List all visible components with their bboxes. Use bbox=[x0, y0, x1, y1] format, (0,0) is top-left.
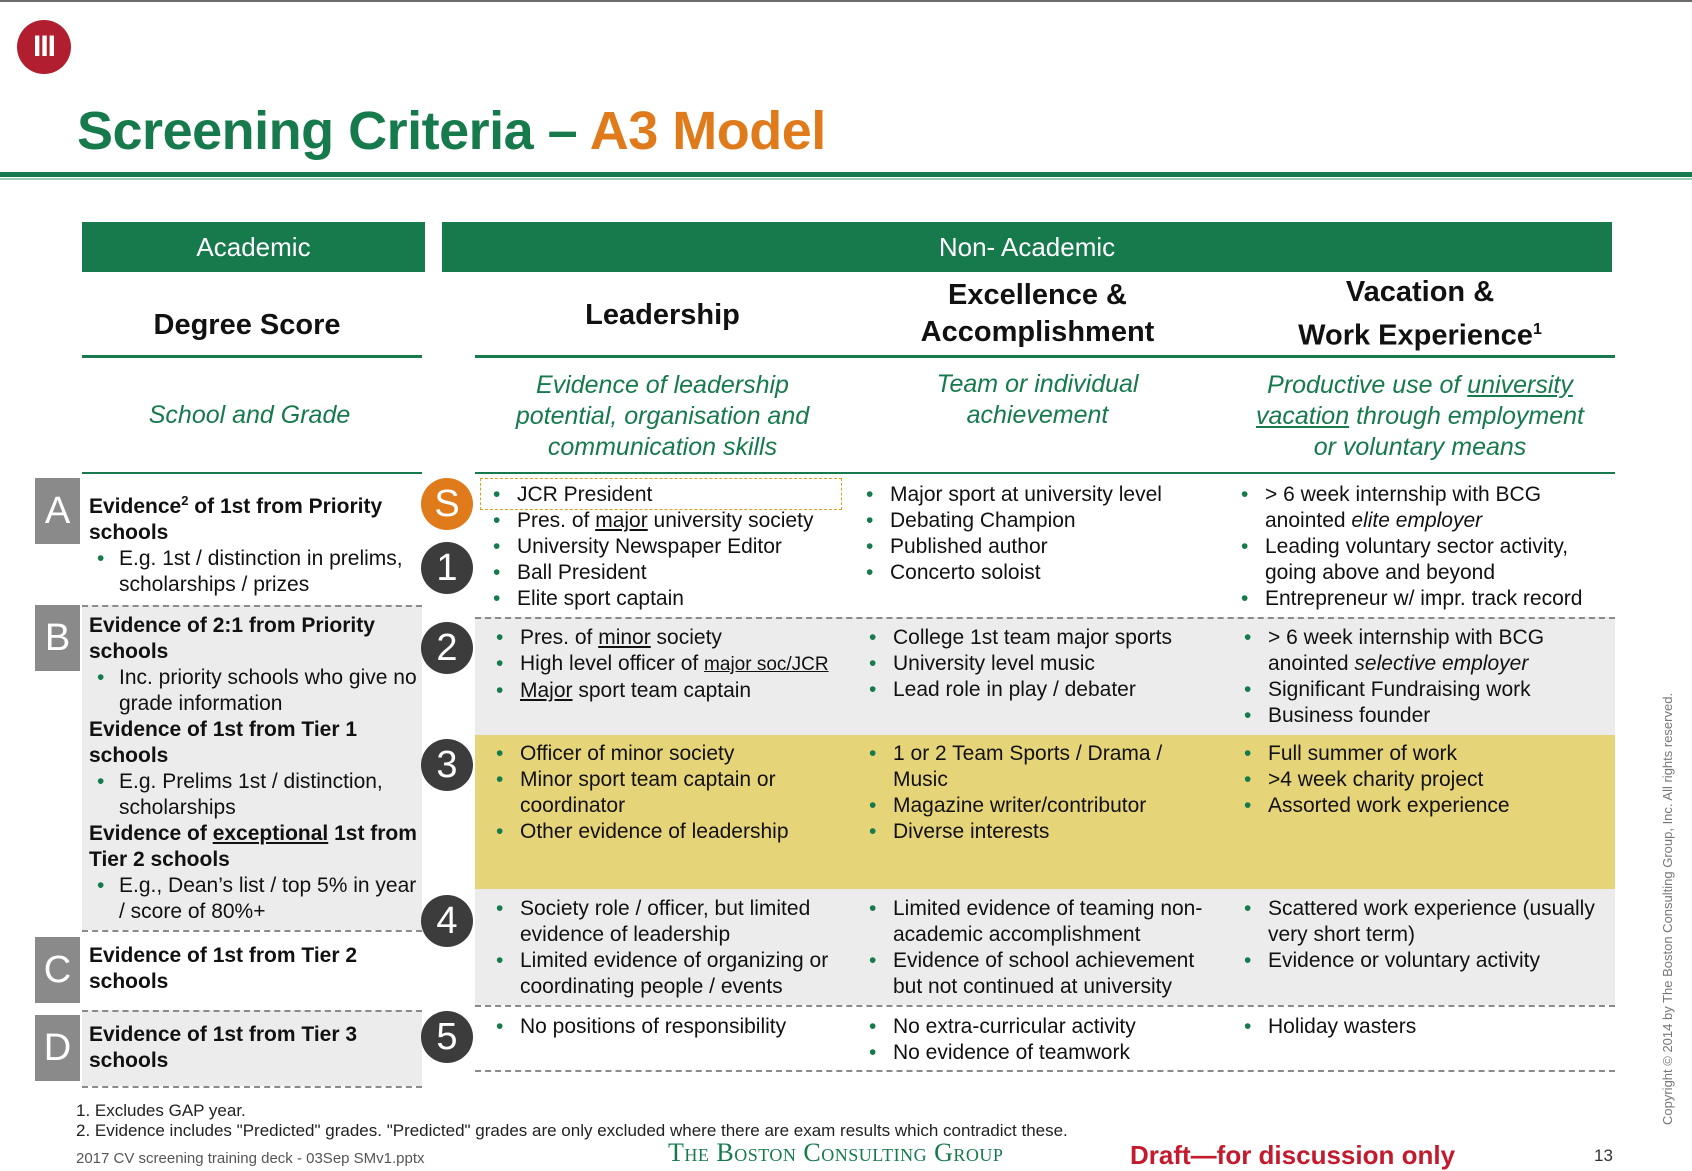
tier1-vacation-list bbox=[1235, 482, 1615, 612]
draft-label: Draft—for discussion only bbox=[1130, 1140, 1456, 1170]
list-item: • Limited evidence of organizing or coordinating people / events bbox=[490, 948, 850, 1000]
row-separator bbox=[82, 1010, 422, 1012]
list-item: • Holiday wasters bbox=[1238, 1014, 1598, 1040]
excellence-heading-line1: Excellence & bbox=[948, 279, 1127, 311]
vacation-desc-underlined2: vacation bbox=[1256, 401, 1350, 430]
tier-s-badge: S bbox=[421, 478, 473, 530]
tier-1-badge: 1 bbox=[421, 542, 473, 594]
tiers-table-top-rule bbox=[475, 472, 1615, 474]
tier4-leadership-list bbox=[490, 896, 850, 1000]
leadership-heading: Leadership bbox=[585, 298, 740, 331]
list-item: • Full summer of work bbox=[1238, 741, 1598, 767]
tier-3-badge: 3 bbox=[421, 739, 473, 791]
list-item: • No positions of responsibility bbox=[490, 1014, 850, 1040]
company-logo-text: The Boston Consulting Group bbox=[668, 1138, 1004, 1167]
tier-2-badge: 2 bbox=[421, 622, 473, 674]
tier5-vacation-list bbox=[1238, 1014, 1598, 1040]
list-item: • Debating Champion bbox=[860, 508, 1220, 534]
deck-filename: 2017 CV screening training deck - 03Sep SMv1.pptx bbox=[76, 1150, 425, 1167]
list-item: • University Newspaper Editor bbox=[487, 534, 847, 560]
page-title bbox=[77, 100, 826, 162]
item-underlined: minor bbox=[598, 626, 651, 649]
row-d-heading: Evidence of 1st from Tier 3 schools bbox=[89, 1023, 358, 1072]
list-item: • Diverse interests bbox=[863, 819, 1193, 845]
row-b-heading-3 bbox=[89, 821, 419, 873]
tier3-vacation-list bbox=[1238, 741, 1598, 819]
title-rule-light bbox=[0, 178, 1692, 180]
row-c-cell bbox=[89, 943, 419, 995]
footnote-1: 1. Excludes GAP year. bbox=[76, 1101, 246, 1120]
tier1-leadership-list bbox=[487, 482, 847, 612]
list-item: • Minor sport team captain or coordinator bbox=[490, 767, 830, 819]
list-item: • Evidence of school achievement but not continued at university bbox=[863, 948, 1223, 1000]
non-academic-heading-rule bbox=[475, 355, 1615, 358]
list-item: • >4 week charity project bbox=[1238, 767, 1598, 793]
list-item: • Assorted work experience bbox=[1238, 793, 1598, 819]
row-b-heading-3-text2: 1st from Tier 2 schools bbox=[89, 822, 417, 871]
row-a-bullet: • E.g. 1st / distinction in prelims, scholarships / prizes bbox=[89, 546, 419, 598]
row-b-heading-3-underlined: exceptional bbox=[212, 822, 329, 845]
list-item: • College 1st team major sports bbox=[863, 625, 1223, 651]
row-b-heading-1: Evidence of 2:1 from Priority schools bbox=[89, 614, 375, 663]
title-part2: A3 Model bbox=[589, 101, 826, 161]
row-letter-c: C bbox=[35, 937, 80, 1003]
list-item bbox=[1238, 625, 1608, 677]
non-academic-header: Non- Academic bbox=[442, 222, 1612, 272]
list-item: • Other evidence of leadership bbox=[490, 819, 830, 845]
row-b-bullet-3: • E.g., Dean’s list / top 5% in year / score of 80%+ bbox=[89, 873, 419, 925]
copyright-notice: Copyright © 2014 by The Boston Consulting Group, Inc. All rights reserved. bbox=[1660, 692, 1675, 1125]
vacation-description bbox=[1235, 368, 1605, 464]
degree-score-heading: Degree Score bbox=[153, 308, 341, 341]
tier3-excellence-list bbox=[863, 741, 1193, 845]
tier5-excellence-list bbox=[863, 1014, 1223, 1066]
list-item: • No evidence of teamwork bbox=[863, 1040, 1223, 1066]
row-d-cell bbox=[89, 1022, 419, 1074]
excellence-heading-line2: Accomplishment bbox=[920, 316, 1155, 348]
academic-header: Academic bbox=[82, 222, 425, 272]
title-part1: Screening Criteria – bbox=[77, 101, 590, 161]
row-a-cell bbox=[89, 488, 419, 598]
list-item: • Society role / officer, but limited evidence of leadership bbox=[490, 896, 850, 948]
list-item: • Significant Fundraising work bbox=[1238, 677, 1608, 703]
item-text: High level officer of bbox=[520, 652, 705, 675]
tier2-vacation-list bbox=[1238, 625, 1608, 729]
vacation-heading-footnote-ref: 1 bbox=[1532, 320, 1542, 338]
item-text: sport team captain bbox=[572, 679, 752, 702]
vacation-desc-text: Productive use of bbox=[1267, 370, 1468, 399]
item-underlined: major soc/JCR bbox=[704, 654, 829, 675]
degree-heading-rule bbox=[82, 355, 422, 358]
item-text: > 6 week internship with BCG anointed bbox=[1265, 483, 1542, 532]
vacation-description-line2 bbox=[1256, 401, 1584, 432]
row-b-cell bbox=[89, 613, 419, 925]
leadership-description: Evidence of leadership potential, organisation and communication skills bbox=[515, 370, 810, 461]
vacation-description-line3: or voluntary means bbox=[1313, 432, 1527, 461]
item-underlined: Major bbox=[520, 679, 573, 702]
item-italic: elite employer bbox=[1351, 509, 1483, 532]
degree-table-top-rule bbox=[82, 472, 422, 474]
row-b-bullet-2: • E.g. Prelims 1st / distinction, scholarships bbox=[89, 769, 419, 821]
tier5-leadership-list bbox=[490, 1014, 850, 1040]
list-item: • Entrepreneur w/ impr. track record bbox=[1235, 586, 1615, 612]
list-item: • University level music bbox=[863, 651, 1223, 677]
item-italic: selective employer bbox=[1354, 652, 1529, 675]
tier3-leadership-list bbox=[490, 741, 830, 845]
vacation-desc-text2: through employment bbox=[1349, 401, 1584, 430]
list-item: • JCR President bbox=[487, 482, 847, 508]
footnote-ref-2: 2 bbox=[181, 493, 189, 508]
vacation-desc-underlined: university bbox=[1467, 370, 1573, 399]
list-item: • Limited evidence of teaming non-academic accomplishment bbox=[863, 896, 1223, 948]
item-text: > 6 week internship with BCG anointed bbox=[1268, 626, 1545, 675]
excellence-description-line1: Team or individual bbox=[936, 370, 1139, 398]
excellence-description-line2: achievement bbox=[966, 401, 1109, 429]
footnote-2: 2. Evidence includes "Predicted" grades. "Predicted" grades are only excluded where there are exam results which contradict these. bbox=[76, 1121, 1068, 1140]
tier-separator bbox=[475, 1070, 1615, 1072]
page-number: 13 bbox=[1594, 1146, 1613, 1165]
list-item: • Business founder bbox=[1238, 703, 1608, 729]
list-item: • Lead role in play / debater bbox=[863, 677, 1223, 703]
row-letter-d: D bbox=[35, 1015, 80, 1081]
top-border bbox=[0, 0, 1692, 2]
list-item bbox=[1235, 482, 1615, 534]
vacation-heading-line2 bbox=[1298, 311, 1542, 355]
row-separator bbox=[82, 605, 422, 607]
vacation-heading-line1: Vacation & bbox=[1345, 275, 1495, 308]
row-separator bbox=[82, 930, 422, 932]
excellence-description bbox=[870, 368, 1205, 432]
item-text: Pres. of bbox=[517, 509, 596, 532]
item-text: society bbox=[650, 626, 722, 649]
section-marker: III bbox=[17, 20, 71, 74]
row-c-heading: Evidence of 1st from Tier 2 schools bbox=[89, 944, 358, 993]
item-underlined: major bbox=[595, 509, 648, 532]
row-letter-a: A bbox=[35, 478, 80, 544]
list-item: • Concerto soloist bbox=[860, 560, 1220, 586]
vacation-heading bbox=[1235, 276, 1605, 352]
list-item: • Officer of minor society bbox=[490, 741, 830, 767]
tier2-excellence-list bbox=[863, 625, 1223, 703]
row-a-heading bbox=[89, 488, 419, 546]
tier1-excellence-list bbox=[860, 482, 1220, 586]
row-b-bullet-1: • Inc. priority schools who give no grade information bbox=[89, 665, 419, 717]
tier4-vacation-list bbox=[1238, 896, 1613, 974]
vacation-description-line1 bbox=[1267, 370, 1573, 401]
list-item: • Magazine writer/contributor bbox=[863, 793, 1193, 819]
row-separator bbox=[82, 1086, 422, 1088]
list-item bbox=[490, 651, 860, 678]
tier4-excellence-list bbox=[863, 896, 1223, 1000]
item-text: university society bbox=[647, 509, 814, 532]
list-item: • Published author bbox=[860, 534, 1220, 560]
degree-description: School and Grade bbox=[148, 400, 351, 429]
row-a-heading-text: Evidence bbox=[89, 495, 182, 518]
list-item: • Leading voluntary sector activity, going above and beyond bbox=[1235, 534, 1615, 586]
list-item: • Evidence or voluntary activity bbox=[1238, 948, 1613, 974]
tier2-leadership-list bbox=[490, 625, 860, 704]
vacation-heading-text: Work Experience bbox=[1298, 319, 1533, 352]
title-rule bbox=[0, 172, 1692, 177]
excellence-heading bbox=[865, 276, 1210, 352]
row-b-heading-2: Evidence of 1st from Tier 1 schools bbox=[89, 718, 358, 767]
list-item: • Scattered work experience (usually very short term) bbox=[1238, 896, 1613, 948]
list-item: • Major sport at university level bbox=[860, 482, 1220, 508]
item-text: Pres. of bbox=[520, 626, 599, 649]
list-item: • Ball President bbox=[487, 560, 847, 586]
row-letter-b: B bbox=[35, 605, 80, 671]
tier-4-badge: 4 bbox=[421, 895, 473, 947]
list-item bbox=[490, 678, 860, 704]
list-item: • Elite sport captain bbox=[487, 586, 847, 612]
list-item: • 1 or 2 Team Sports / Drama / Music bbox=[863, 741, 1193, 793]
list-item: • No extra-curricular activity bbox=[863, 1014, 1223, 1040]
tier-separator bbox=[475, 617, 1615, 619]
tier-5-badge: 5 bbox=[421, 1011, 473, 1063]
row-b-heading-3-text: Evidence of bbox=[89, 822, 213, 845]
list-item bbox=[490, 625, 860, 651]
list-item bbox=[487, 508, 847, 534]
tier-separator bbox=[475, 1005, 1615, 1007]
row-a-heading-text2: of 1st from Priority schools bbox=[89, 495, 383, 544]
